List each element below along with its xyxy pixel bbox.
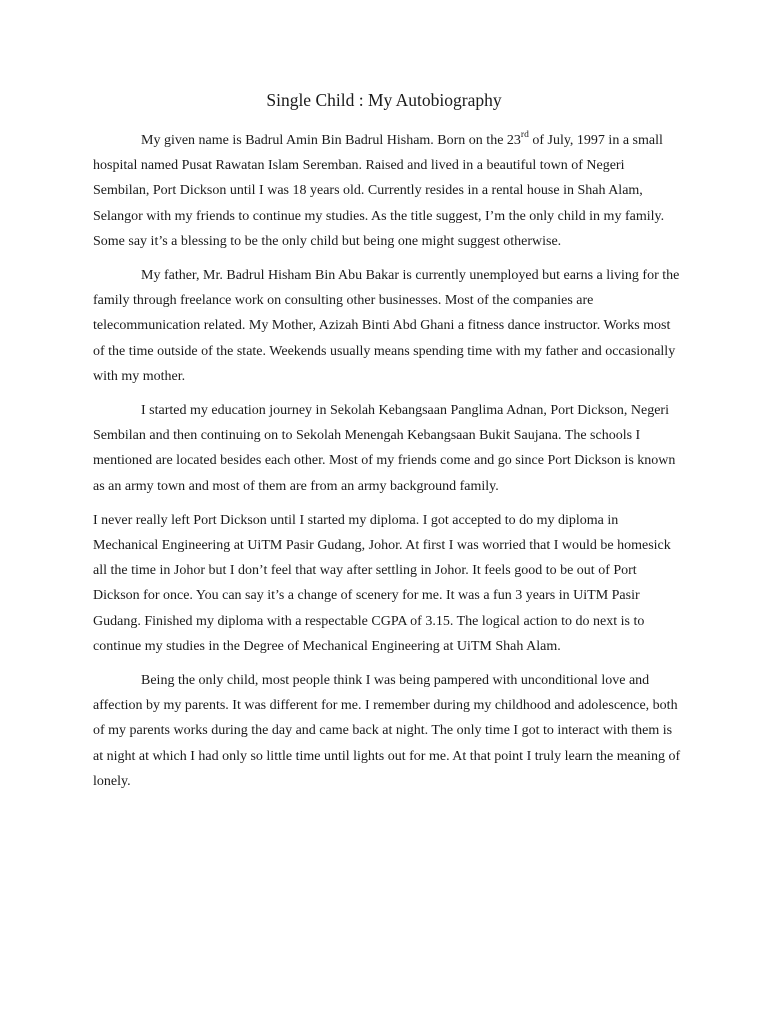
document-title: Single Child : My Autobiography — [266, 90, 502, 110]
paragraph-only-child: Being the only child, most people think I was being pampered with unconditional love and affection by my parents. It was different for me. I remember during my childhood and adolescence, both of my parents works during the day and came back at night. The only time I got to interact with them is at night at which I had only so little time until lights out for me. At that point I truly learn the meaning of lonely. — [93, 673, 681, 789]
paragraph-text-part: of July, 1997 in a small hospital named Pusat Rawatan Islam Seremban. Raised and lived in a beautiful town of Negeri Sembilan, Port Dickson until I was 18 years old. Currently resides in a rental house in Shah Alam, Selangor with my friends to continue my studies. As the title suggest, I’m the only child in my family. Some say it’s a blessing to be the only child but being one might suggest otherwise. — [93, 133, 665, 249]
paragraph-diploma: I never really left Port Dickson until I started my diploma. I got accepted to do my diploma in Mechanical Engineering at UiTM Pasir Gudang, Johor. At first I was worried that I would be homesick all the time in Johor but I don’t feel that way after settling in Johor. It feels good to be out of Port Dickson for once. You can say it’s a change of scenery for me. It was a fun 3 years in UiTM Pasir Gudang. Finished my diploma with a respectable CGPA of 3.15. The logical action to do next is to continue my studies in the Degree of Mechanical Engineering at UiTM Shah Alam. — [93, 512, 671, 654]
paragraph-parents: My father, Mr. Badrul Hisham Bin Abu Bakar is currently unemployed but earns a living for the family through freelance work on consulting other businesses. Most of the companies are telecommunication related. My Mother, Azizah Binti Abd Ghani a fitness dance instructor. Works most of the time outside of the state. Weekends usually means spending time with my father and occasionally with my mother. — [93, 268, 680, 384]
paragraph-introduction — [93, 128, 681, 254]
ordinal-suffix: rd — [520, 130, 529, 141]
document-body — [93, 128, 681, 803]
paragraph-education: I started my education journey in Sekolah Kebangsaan Panglima Adnan, Port Dickson, Negeri Sembilan and then continuing on to Sekolah Menengah Kebangsaan Bukit Saujana. The schools I mentioned are located besides each other. Most of my friends come and go since Port Dickson is known as an army town and most of them are from an army background family. — [93, 403, 676, 494]
paragraph-text-part: My given name is Badrul Amin Bin Badrul Hisham. Born on the 23 — [141, 133, 521, 148]
